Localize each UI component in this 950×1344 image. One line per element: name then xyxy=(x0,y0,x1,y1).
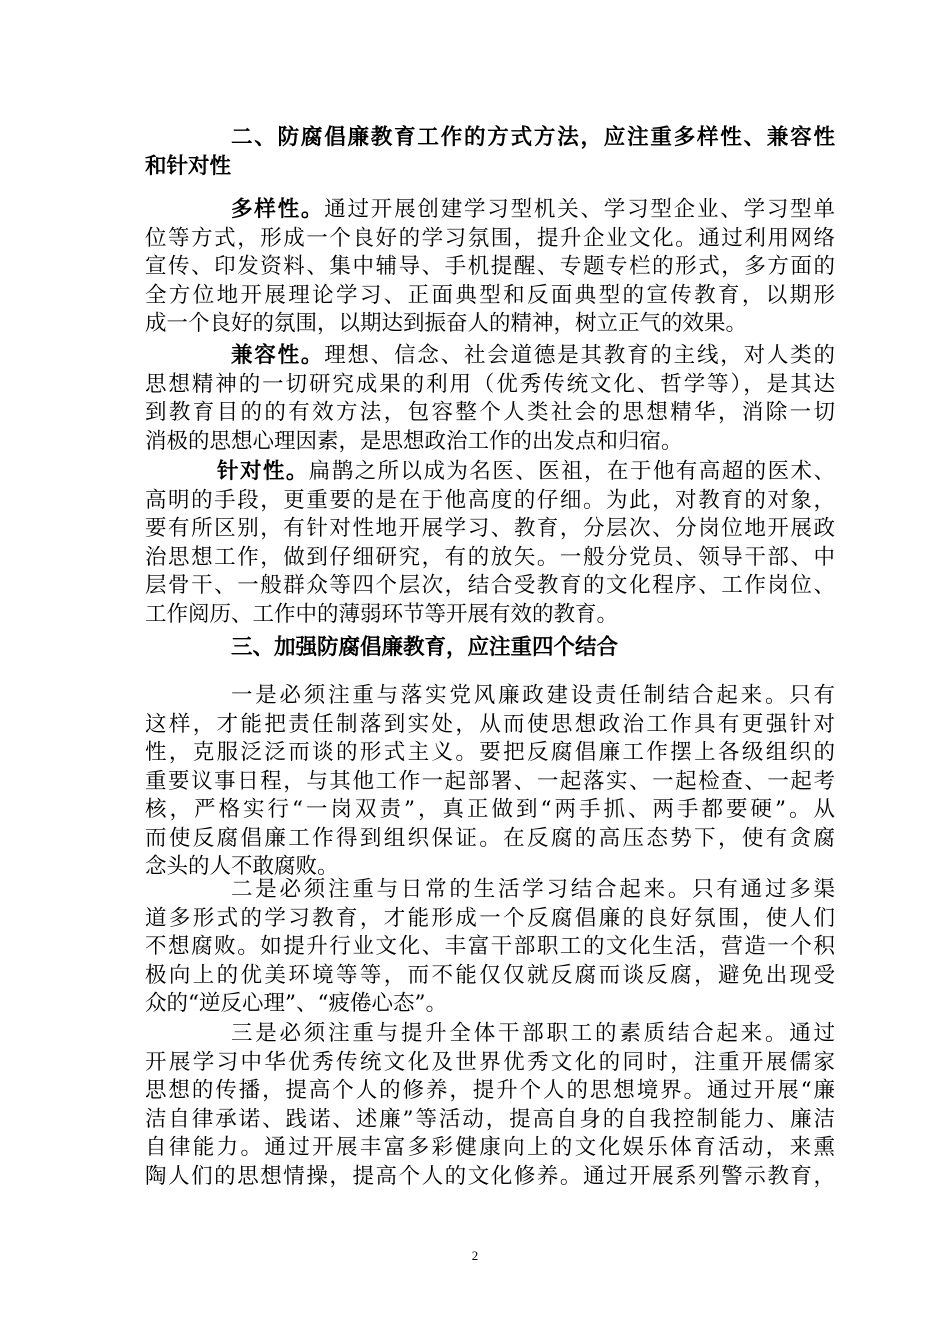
page-number: 2 xyxy=(471,1248,479,1263)
paragraph-line: 洁自律承诺、践诺、述廉”等活动，提高自身的自我控制能力、廉洁 xyxy=(145,1106,835,1132)
paragraph-line: 自律能力。通过开展丰富多彩健康向上的文化娱乐体育活动，来熏 xyxy=(145,1135,835,1160)
lead-term: 针对性。 xyxy=(217,459,309,484)
paragraph-compatibility xyxy=(145,342,835,456)
section-heading-2 xyxy=(145,124,835,181)
paragraph-first xyxy=(145,682,835,882)
paragraph-line: 到教育目的的有效方法，包容整个人类社会的思想精华，消除一切 xyxy=(145,400,835,425)
paragraph-line: 极向上的优美环境等等，而不能仅仅就反腐而谈反腐，避免出现受 xyxy=(145,962,835,988)
paragraph-line: 重要议事日程，与其他工作一起部署、一起落实、一起检查、一起考 xyxy=(145,768,835,794)
paragraph-line: 思想的传播，提高个人的修养，提升个人的思想境界。通过开展“廉 xyxy=(145,1078,835,1103)
paragraph-text: 通过开展创建学习型机关、学习型企业、学习型单 xyxy=(324,197,835,222)
paragraph-line: 这样，才能把责任制落到实处，从而使思想政治工作具有更强针对 xyxy=(145,711,835,737)
paragraph-line xyxy=(145,196,835,225)
paragraph-line: 核，严格实行“一岗双责”，真正做到“两手抓、两手都要硬”。从 xyxy=(145,797,835,822)
heading-line: 三、加强防腐倡廉教育，应注重四个结合 xyxy=(231,635,619,660)
lead-term: 多样性。 xyxy=(231,197,325,222)
paragraph-line: 性，克服泛泛而谈的形式主义。要把反腐倡廉工作摆上各级组织的 xyxy=(145,740,835,765)
section-heading-3 xyxy=(145,634,835,663)
lead-term: 兼容性。 xyxy=(231,343,325,368)
paragraph-line: 念头的人不敢腐败。 xyxy=(145,854,339,879)
paragraph-second xyxy=(145,876,835,1019)
paragraph-line: 三是必须注重与提升全体干部职工的素质结合起来。通过 xyxy=(231,1021,835,1046)
paragraph-line: 思想精神的一切研究成果的利用（优秀传统文化、哲学等），是其达 xyxy=(145,371,835,397)
paragraph-line: 要有所区别，有针对性地开展学习、教育，分层次、分岗位地开展政 xyxy=(145,516,835,541)
paragraph-line: 不想腐败。如提升行业文化、丰富干部职工的文化生活，营造一个积 xyxy=(145,934,835,959)
heading-line: 和针对性 xyxy=(145,153,232,179)
paragraph-targeting xyxy=(145,458,835,629)
paragraph-line: 成一个良好的氛围，以期达到振奋人的精神，树立正气的效果。 xyxy=(145,311,748,336)
paragraph-line: 消极的思想心理因素，是思想政治工作的出发点和归宿。 xyxy=(145,428,683,454)
paragraph-line: 位等方式，形成一个良好的学习氛围，提升企业文化。通过利用网络 xyxy=(145,225,835,251)
paragraph-text: 理想、信念、社会道德是其教育的主线，对人类的 xyxy=(324,343,835,368)
paragraph-line: 开展学习中华优秀传统文化及世界优秀文化的同时，注重开展儒家 xyxy=(145,1049,835,1075)
paragraph-line xyxy=(145,342,835,371)
paragraph-third xyxy=(145,1020,835,1191)
paragraph-line: 而使反腐倡廉工作得到组织保证。在反腐的高压态势下，使有贪腐 xyxy=(145,825,835,851)
paragraph-line: 工作阅历、工作中的薄弱环节等开展有效的教育。 xyxy=(145,601,619,627)
paragraph-line: 道多形式的学习教育，才能形成一个反腐倡廉的良好氛围，使人们 xyxy=(145,905,835,931)
paragraph-line: 一是必须注重与落实党风廉政建设责任制结合起来。只有 xyxy=(231,683,835,708)
paragraph-line: 宣传、印发资料、集中辅导、手机提醒、专题专栏的形式，多方面的 xyxy=(145,254,835,279)
paragraph-line: 陶人们的思想情操，提高个人的文化修养。通过开展系列警示教育， xyxy=(145,1163,835,1189)
paragraph-line: 层骨干、一般群众等四个层次，结合受教育的文化程序、工作岗位、 xyxy=(145,573,835,598)
paragraph-line: 全方位地开展理论学习、正面典型和反面典型的宣传教育，以期形 xyxy=(145,282,835,308)
paragraph-line: 众的“逆反心理”、“疲倦心态”。 xyxy=(145,991,447,1016)
paragraph-line: 高明的手段，更重要的是在于他高度的仔细。为此，对教育的对象， xyxy=(145,487,835,513)
paragraph-text: 扁鹊之所以成为名医、医祖，在于他有高超的医术、 xyxy=(308,459,835,484)
heading-line: 二、防腐倡廉教育工作的方式方法，应注重多样性、兼容性 xyxy=(231,125,835,150)
paragraph-line: 二是必须注重与日常的生活学习结合起来。只有通过多渠 xyxy=(231,877,835,902)
paragraph-line: 治思想工作，做到仔细研究，有的放矢。一般分党员、领导干部、中 xyxy=(145,544,835,570)
paragraph-diversity xyxy=(145,196,835,339)
paragraph-line xyxy=(145,458,835,487)
